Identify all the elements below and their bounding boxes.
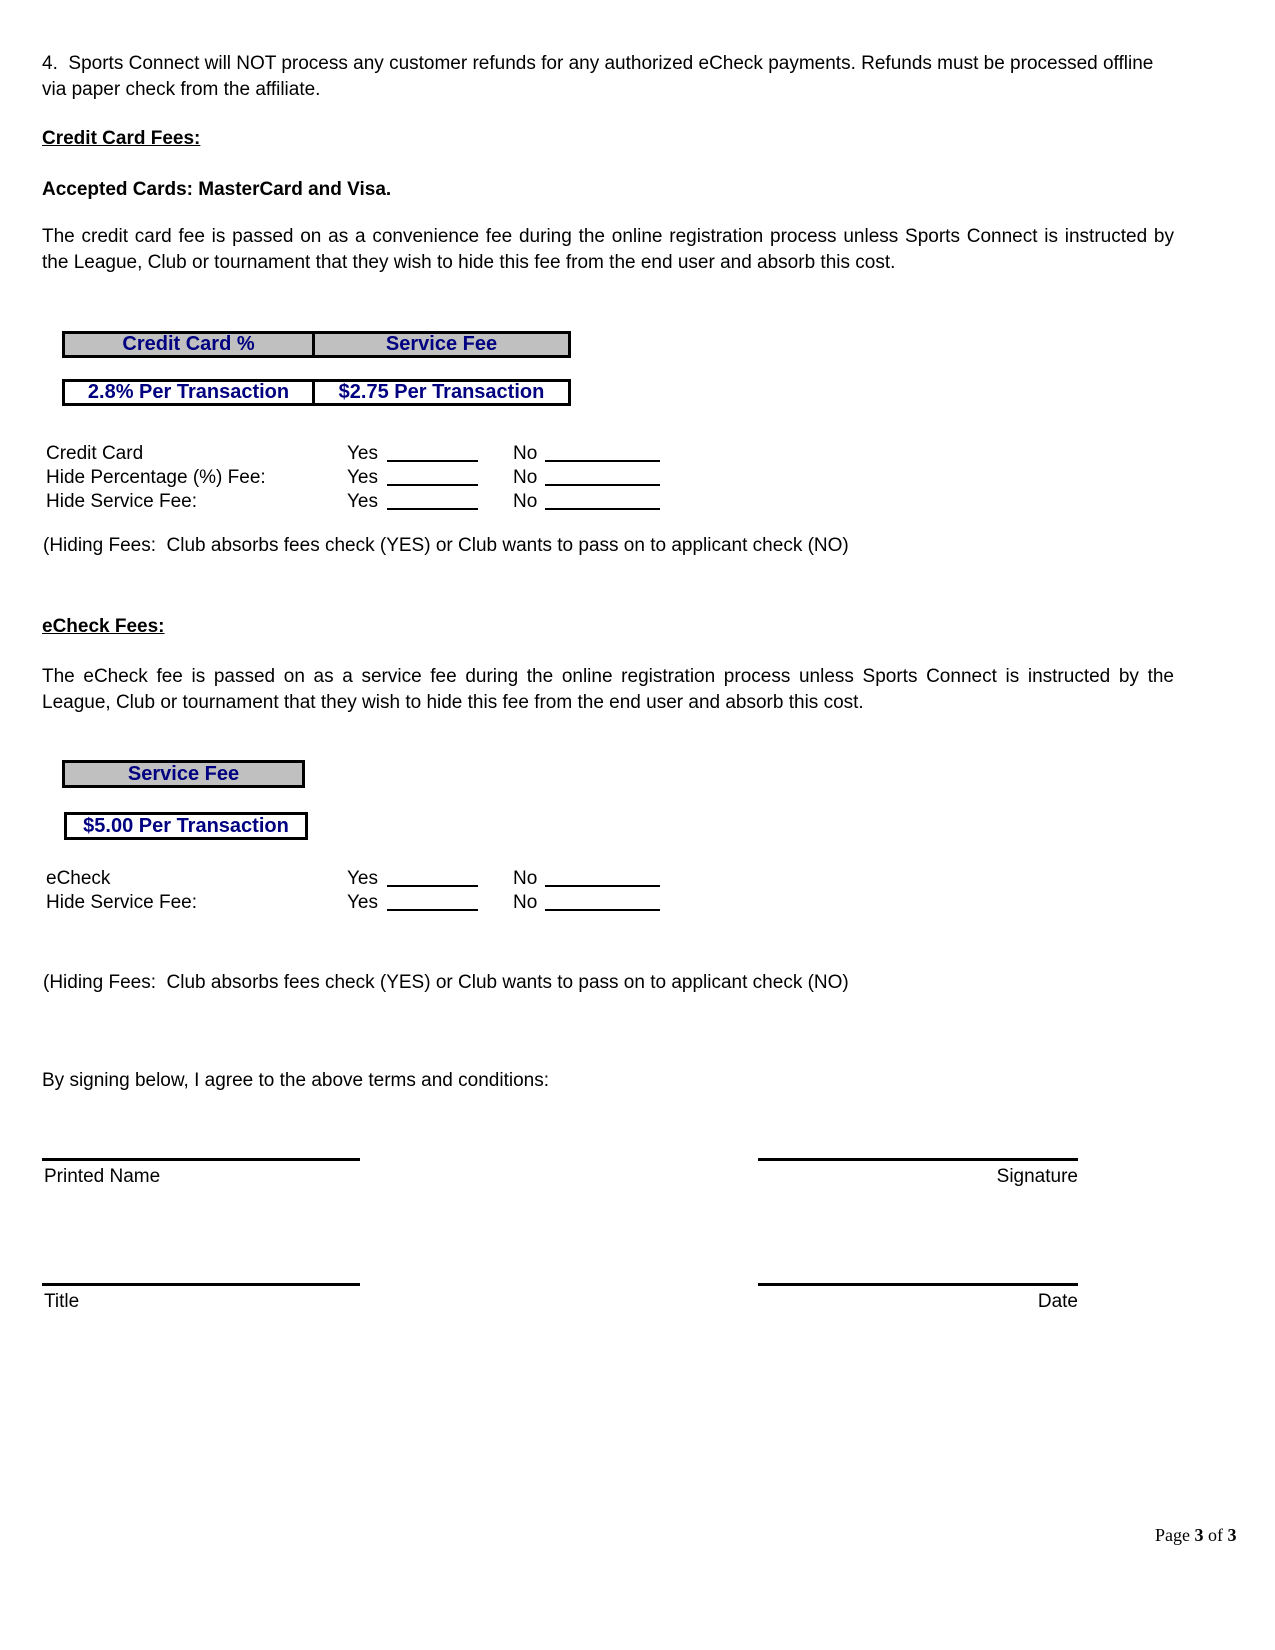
credit-card-option-label: Credit Card — [46, 443, 144, 464]
page-current: 3 — [1194, 1525, 1204, 1545]
no-label: No — [513, 868, 538, 889]
signature-line[interactable] — [758, 1158, 1078, 1161]
hide-service-fee-label: Hide Service Fee: — [46, 491, 198, 512]
credit-hiding-fees-note: (Hiding Fees: Club absorbs fees check (YES) or Club wants to pass on to applicant check (NO) — [43, 535, 849, 556]
echeck-fee-value-cell: $5.00 Per Transaction — [67, 815, 305, 837]
title-label: Title — [44, 1291, 80, 1312]
credit-fee-table-value-row — [62, 379, 571, 406]
no-label: No — [513, 491, 538, 512]
credit-card-yes-blank[interactable] — [387, 443, 478, 462]
hide-percentage-yes-blank[interactable] — [387, 467, 478, 486]
echeck-service-fee-header-cell: Service Fee — [65, 763, 302, 785]
echeck-hide-service-fee-label: Hide Service Fee: — [46, 892, 198, 913]
credit-fee-intro-paragraph: The credit card fee is passed on as a convenience fee during the online registration process unless Sports Connect is instructed by the League, Club or tournament that they wish to hide this fee from the end user and absorb this cost. — [42, 226, 1174, 273]
hide-service-fee-option-row — [46, 491, 676, 510]
signature-label: Signature — [996, 1166, 1078, 1187]
echeck-service-fee-header-box — [62, 760, 305, 788]
no-label: No — [513, 892, 538, 913]
printed-name-line[interactable] — [42, 1158, 360, 1161]
yes-label: Yes — [347, 892, 378, 913]
no-label: No — [513, 443, 538, 464]
echeck-option-label: eCheck — [46, 868, 111, 889]
service-fee-header-cell: Service Fee — [312, 334, 568, 355]
echeck-fees-heading: eCheck Fees: — [42, 616, 165, 637]
echeck-no-blank[interactable] — [545, 868, 660, 887]
yes-label: Yes — [347, 467, 378, 488]
yes-label: Yes — [347, 491, 378, 512]
printed-name-label: Printed Name — [44, 1166, 161, 1187]
echeck-hide-service-no-blank[interactable] — [545, 892, 660, 911]
echeck-fee-intro-paragraph: The eCheck fee is passed on as a service fee during the online registration process unless Sports Connect is instructed by the League, Club or tournament that they wish to hide this fee from the end user and absorb this cost. — [42, 666, 1174, 713]
echeck-hide-service-yes-blank[interactable] — [387, 892, 478, 911]
hide-percentage-no-blank[interactable] — [545, 467, 660, 486]
refund-policy-paragraph: 4. Sports Connect will NOT process any customer refunds for any authorized eCheck payments. Refunds must be processed offline via paper check from the affiliate. — [42, 53, 1159, 100]
echeck-yes-blank[interactable] — [387, 868, 478, 887]
credit-card-percent-value-cell: 2.8% Per Transaction — [65, 382, 312, 403]
credit-card-no-blank[interactable] — [545, 443, 660, 462]
hide-service-yes-blank[interactable] — [387, 491, 478, 510]
hide-percentage-fee-label: Hide Percentage (%) Fee: — [46, 467, 266, 488]
echeck-fee-value-box — [64, 812, 308, 840]
title-line[interactable] — [42, 1283, 360, 1286]
no-label: No — [513, 467, 538, 488]
hide-service-no-blank[interactable] — [545, 491, 660, 510]
page-total: 3 — [1227, 1525, 1237, 1545]
echeck-hiding-fees-note: (Hiding Fees: Club absorbs fees check (YES) or Club wants to pass on to applicant check (NO) — [43, 972, 849, 993]
page-word: Page — [1155, 1525, 1195, 1545]
date-label: Date — [1037, 1291, 1078, 1312]
accepted-cards-line: Accepted Cards: MasterCard and Visa. — [42, 179, 392, 200]
page-number — [1155, 1525, 1237, 1546]
service-fee-value-cell: $2.75 Per Transaction — [312, 382, 568, 403]
yes-label: Yes — [347, 868, 378, 889]
credit-card-percent-header-cell: Credit Card % — [65, 334, 312, 355]
yes-label: Yes — [347, 443, 378, 464]
credit-fee-table-header-row — [62, 331, 571, 358]
hide-percentage-fee-option-row — [46, 467, 676, 486]
credit-card-option-row — [46, 443, 676, 462]
echeck-option-row — [46, 868, 676, 887]
credit-card-fees-heading: Credit Card Fees: — [42, 128, 201, 149]
date-line[interactable] — [758, 1283, 1078, 1286]
signing-statement: By signing below, I agree to the above terms and conditions: — [42, 1070, 549, 1091]
echeck-hide-service-fee-option-row — [46, 892, 676, 911]
of-word: of — [1203, 1525, 1228, 1545]
